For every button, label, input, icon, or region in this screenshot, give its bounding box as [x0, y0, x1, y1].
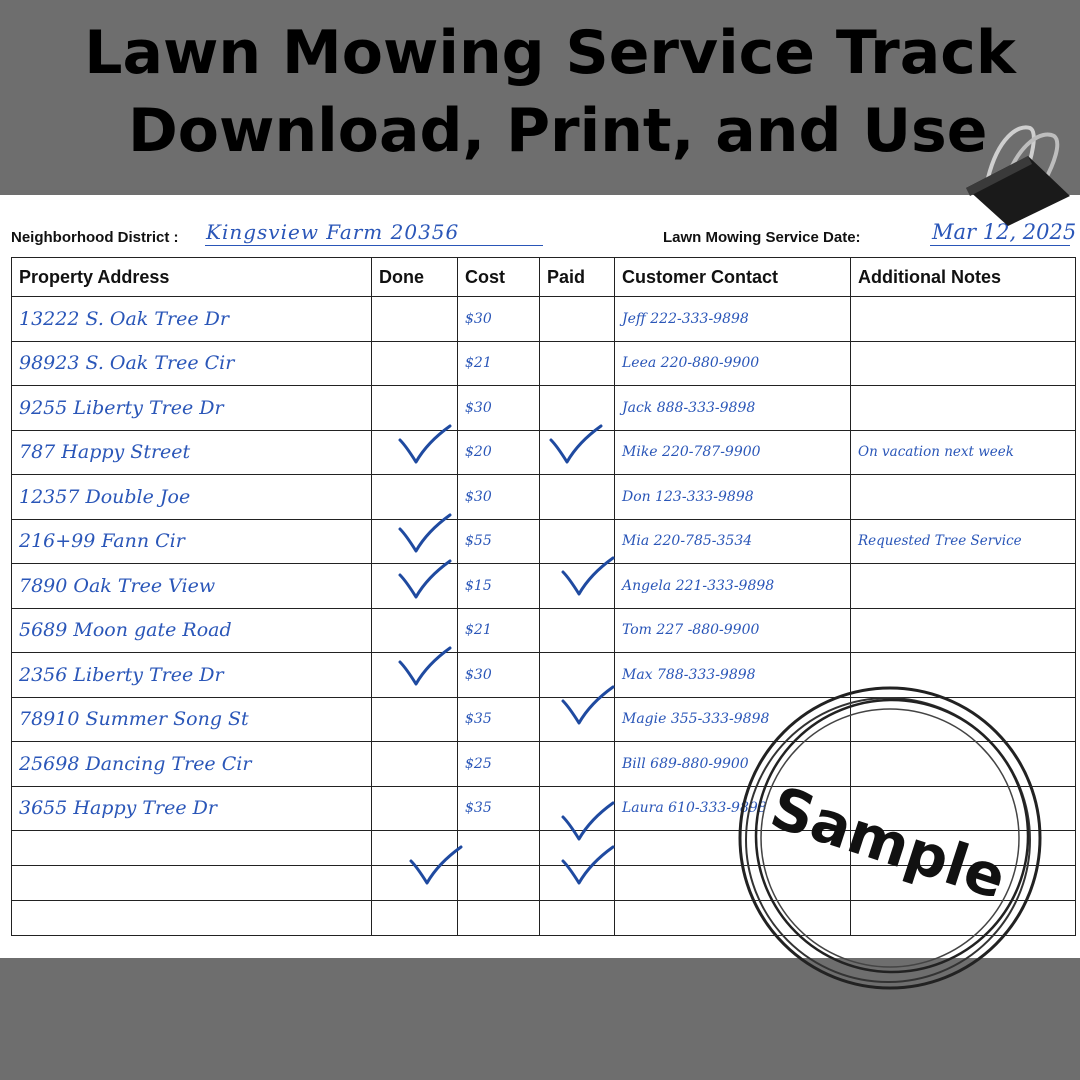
address-text: 787 Happy Street [19, 441, 191, 464]
contact-cell [615, 341, 851, 386]
done-cell [372, 430, 458, 475]
district-value: Kingsview Farm 20356 [206, 220, 460, 244]
empty-cell [12, 866, 372, 901]
contact-cell [615, 386, 851, 431]
address-cell [12, 341, 372, 386]
notes-cell [851, 386, 1076, 431]
contact-text: Angela 221-333-9898 [622, 577, 775, 594]
address-cell [12, 608, 372, 653]
table-row [12, 386, 1076, 431]
contact-cell [615, 608, 851, 653]
address-text: 12357 Double Joe [19, 485, 191, 508]
header-additional-notes: Additional Notes [851, 258, 1076, 297]
sample-stamp [720, 668, 1060, 1008]
address-text: 9255 Liberty Tree Dr [19, 396, 224, 419]
address-text: 2356 Liberty Tree Dr [19, 663, 224, 686]
paid-cell [540, 475, 615, 520]
header-paid: Paid [540, 258, 615, 297]
contact-text: Mike 220-787-9900 [622, 444, 761, 461]
contact-text: Don 123-333-9898 [622, 488, 754, 505]
notes-cell [851, 475, 1076, 520]
cost-text: $35 [465, 711, 492, 728]
cost-text: $35 [465, 800, 492, 817]
address-cell [12, 519, 372, 564]
cost-text: $15 [465, 577, 492, 594]
address-cell [12, 697, 372, 742]
cost-cell [458, 564, 540, 609]
address-text: 98923 S. Oak Tree Cir [19, 352, 235, 375]
empty-cell [372, 866, 458, 901]
cost-cell [458, 341, 540, 386]
paid-cell [540, 786, 615, 831]
cost-text: $21 [465, 622, 492, 639]
cost-cell [458, 386, 540, 431]
cost-text: $30 [465, 399, 492, 416]
empty-cell [458, 901, 540, 936]
contact-text: Magie 355-333-9898 [622, 711, 770, 728]
address-cell [12, 786, 372, 831]
empty-cell [12, 901, 372, 936]
notes-text: On vacation next week [858, 444, 1014, 461]
date-label: Lawn Mowing Service Date: [663, 229, 861, 246]
contact-text: Jeff 222-333-9898 [622, 310, 749, 327]
done-cell [372, 786, 458, 831]
empty-cell [12, 831, 372, 866]
cost-cell [458, 608, 540, 653]
contact-text: Laura 610-333-9898 [622, 800, 767, 817]
contact-cell [615, 519, 851, 564]
table-row [12, 341, 1076, 386]
table-header-row [12, 258, 1076, 297]
banner [0, 0, 1080, 195]
contact-text: Jack 888-333-9898 [622, 399, 756, 416]
done-cell [372, 297, 458, 342]
cost-cell [458, 430, 540, 475]
paid-cell [540, 386, 615, 431]
paid-cell [540, 564, 615, 609]
address-cell [12, 386, 372, 431]
contact-cell [615, 475, 851, 520]
paid-cell [540, 742, 615, 787]
address-text: 7890 Oak Tree View [19, 574, 216, 597]
address-text: 25698 Dancing Tree Cir [19, 752, 252, 775]
notes-text: Requested Tree Service [858, 533, 1022, 550]
contact-text: Max 788-333-9898 [622, 666, 756, 683]
binder-clip-icon [958, 118, 1078, 228]
contact-text: Leea 220-880-9900 [622, 355, 760, 372]
cost-cell [458, 475, 540, 520]
banner-subtitle: Download, Print, and Use [128, 96, 988, 166]
paid-cell [540, 519, 615, 564]
cost-cell [458, 697, 540, 742]
address-text: 5689 Moon gate Road [19, 619, 232, 642]
cost-text: $30 [465, 488, 492, 505]
address-cell [12, 742, 372, 787]
date-value: Mar 12, 2025 [932, 220, 1077, 244]
cost-cell [458, 653, 540, 698]
cost-text: $25 [465, 755, 492, 772]
cost-cell [458, 786, 540, 831]
notes-cell [851, 564, 1076, 609]
done-cell [372, 386, 458, 431]
cost-cell [458, 519, 540, 564]
notes-cell [851, 341, 1076, 386]
cost-text: $30 [465, 310, 492, 327]
paid-cell [540, 430, 615, 475]
cost-text: $55 [465, 533, 492, 550]
contact-cell [615, 297, 851, 342]
table-row [12, 564, 1076, 609]
table-row [12, 297, 1076, 342]
empty-cell [458, 866, 540, 901]
address-cell [12, 297, 372, 342]
address-text: 3655 Happy Tree Dr [19, 797, 217, 820]
stamp-text: Sample [762, 773, 1015, 913]
notes-cell [851, 608, 1076, 653]
paid-cell [540, 297, 615, 342]
header-customer-contact: Customer Contact [615, 258, 851, 297]
header-cost: Cost [458, 258, 540, 297]
header-done: Done [372, 258, 458, 297]
district-underline [205, 245, 543, 246]
done-cell [372, 742, 458, 787]
table-row [12, 430, 1076, 475]
notes-cell [851, 297, 1076, 342]
table-row [12, 608, 1076, 653]
done-cell [372, 653, 458, 698]
done-cell [372, 697, 458, 742]
cost-text: $21 [465, 355, 492, 372]
notes-cell [851, 519, 1076, 564]
date-underline [930, 245, 1070, 246]
address-cell [12, 430, 372, 475]
cost-cell [458, 297, 540, 342]
address-cell [12, 653, 372, 698]
empty-cell [540, 831, 615, 866]
table-row [12, 475, 1076, 520]
banner-title: Lawn Mowing Service Track [84, 18, 1016, 88]
done-cell [372, 475, 458, 520]
address-cell [12, 475, 372, 520]
notes-cell [851, 430, 1076, 475]
header-property-address: Property Address [12, 258, 372, 297]
contact-cell [615, 564, 851, 609]
cost-cell [458, 742, 540, 787]
empty-cell [372, 831, 458, 866]
done-cell [372, 519, 458, 564]
contact-text: Tom 227 -880-9900 [622, 622, 760, 639]
address-cell [12, 564, 372, 609]
paid-cell [540, 697, 615, 742]
empty-cell [540, 901, 615, 936]
address-text: 78910 Summer Song St [19, 708, 249, 731]
empty-cell [540, 866, 615, 901]
address-text: 216+99 Fann Cir [19, 530, 185, 553]
done-cell [372, 608, 458, 653]
done-cell [372, 564, 458, 609]
cost-text: $20 [465, 444, 492, 461]
contact-text: Mia 220-785-3534 [622, 533, 753, 550]
cost-text: $30 [465, 666, 492, 683]
address-text: 13222 S. Oak Tree Dr [19, 307, 229, 330]
contact-cell [615, 430, 851, 475]
empty-cell [372, 901, 458, 936]
table-row [12, 519, 1076, 564]
done-cell [372, 341, 458, 386]
paid-cell [540, 653, 615, 698]
district-label: Neighborhood District : [11, 229, 179, 246]
paid-cell [540, 608, 615, 653]
empty-cell [458, 831, 540, 866]
paid-cell [540, 341, 615, 386]
contact-text: Bill 689-880-9900 [622, 755, 749, 772]
